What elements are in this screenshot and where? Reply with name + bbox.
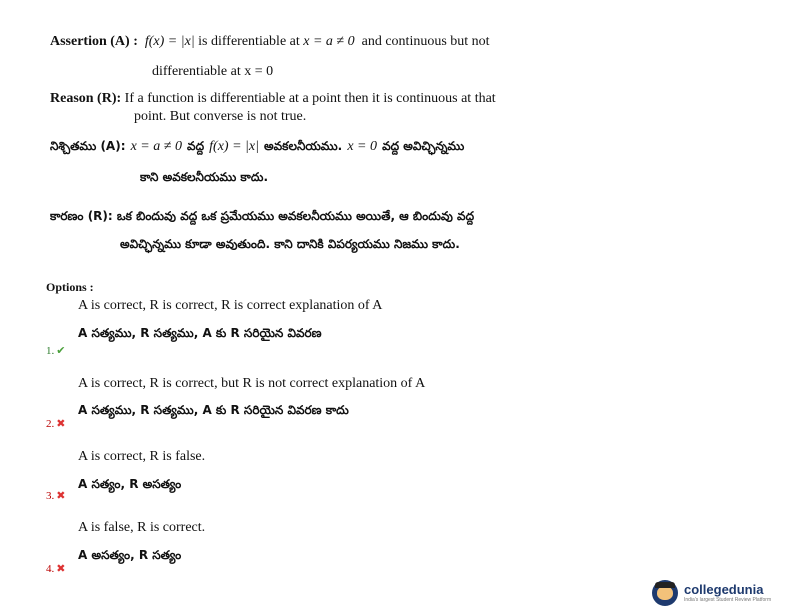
option-4-telugu: A అసత్యం, R సత్యం: [78, 548, 182, 562]
option-3-english: A is correct, R is false.: [78, 449, 206, 464]
telugu-assertion-label: నిశ్చితము (A):: [50, 139, 126, 153]
reason-text: If a function is differentiable at a point then it is continuous at that: [124, 91, 496, 106]
telugu-assertion-condition: x = a ≠ 0: [130, 139, 182, 154]
cross-icon: ✖: [56, 562, 66, 575]
option-3-num-text: 3.: [46, 490, 55, 502]
option-1-num-text: 1.: [46, 345, 55, 357]
option-3-telugu: A సత్యం, R అసత్యం: [78, 477, 182, 491]
option-2-english: A is correct, R is correct, but R is not correct explanation of A: [78, 376, 426, 391]
assertion-text-2: and continuous but not: [361, 34, 490, 49]
option-4-num-text: 4.: [46, 563, 55, 575]
option-2-number: [46, 417, 65, 430]
telugu-assertion-line-1: [50, 135, 464, 156]
telugu-assertion-line-2: కాని అవకలనీయము కాదు.: [140, 170, 269, 184]
cross-icon: ✖: [56, 489, 66, 502]
telugu-assertion-point: x = 0: [347, 139, 377, 154]
option-1-number: [46, 344, 65, 357]
option-1-english: A is correct, R is correct, R is correct explanation of A: [78, 298, 383, 313]
option-4-number: [46, 562, 65, 575]
reason-line-2: point. But converse is not true.: [134, 109, 307, 124]
telugu-reason-line-2: అవిచ్ఛిన్నము కూడా అవుతుంది. కాని దానికి విపర్యయము నిజము కాదు.: [120, 237, 460, 251]
telugu-reason-line-1: కారణం (R): ఒక బిందువు వద్ద ఒక ప్రమేయము అవకలనీయము అయితే, ఆ బిందువు వద్ద: [50, 209, 475, 223]
assertion-condition: x = a ≠ 0: [303, 34, 355, 49]
assertion-text-1: is differentiable at: [198, 34, 300, 49]
telugu-word-continuous: వద్ద అవిచ్ఛిన్నము: [382, 139, 465, 153]
assertion-line-2: differentiable at x = 0: [152, 64, 274, 79]
option-2-num-text: 2.: [46, 418, 55, 430]
reason-line-1: [50, 91, 496, 107]
telugu-word-differentiable: అవకలనీయము.: [264, 139, 343, 153]
options-label: Options :: [46, 280, 94, 294]
logo-name: collegedunia: [684, 582, 764, 597]
mascot-icon: [652, 580, 678, 606]
collegedunia-logo: [652, 580, 784, 606]
logo-tagline: India's largest Student Review Platform: [684, 597, 772, 603]
option-2-telugu: A సత్యము, R సత్యము, A కు R సరియైన వివరణ కాదు: [78, 403, 349, 417]
option-3-number: [46, 489, 65, 502]
option-4-english: A is false, R is correct.: [78, 520, 206, 535]
cross-icon: ✖: [56, 417, 66, 430]
check-icon: ✔: [56, 344, 66, 357]
assertion-line-1: [50, 34, 490, 50]
reason-label: Reason (R):: [50, 91, 122, 106]
assertion-formula: f(x) = |x|: [144, 34, 195, 49]
option-1-telugu: A సత్యము, R సత్యము, A కు R సరియైన వివరణ: [78, 326, 322, 340]
telugu-assertion-formula: f(x) = |x|: [209, 139, 259, 154]
assertion-label: Assertion (A) :: [50, 34, 138, 49]
telugu-word-vadda: వద్ద: [187, 139, 205, 153]
